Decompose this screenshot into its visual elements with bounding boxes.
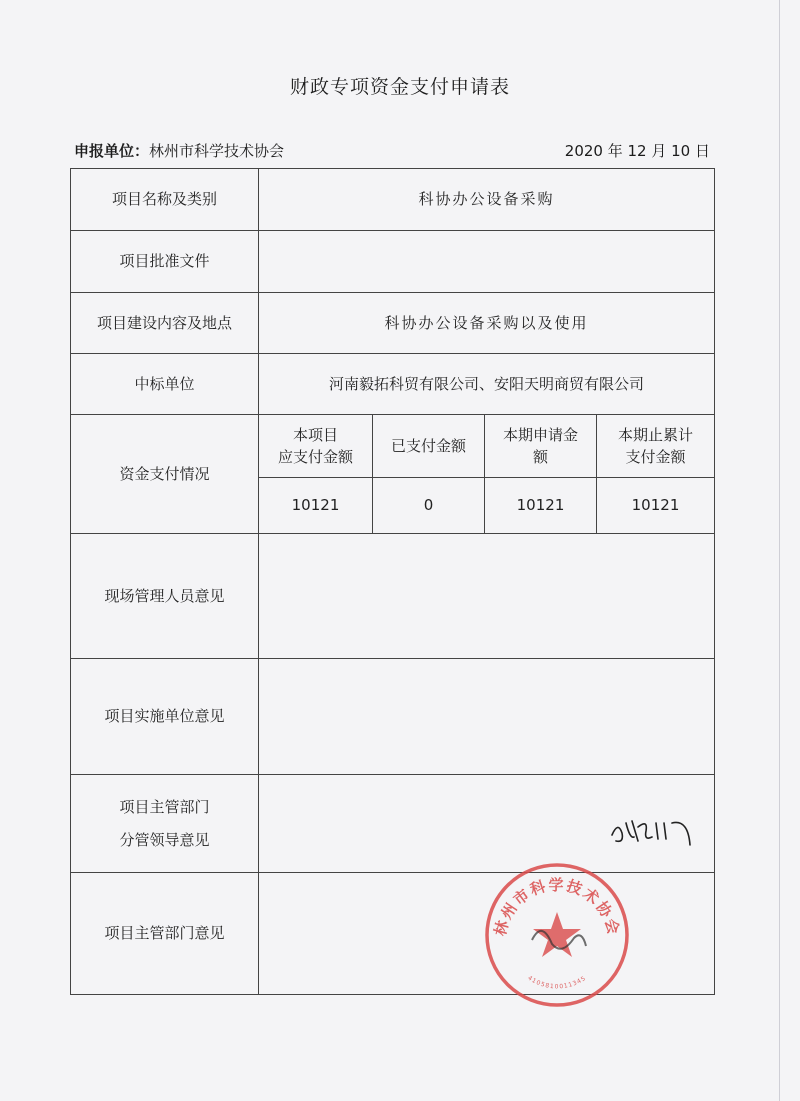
construction-label: 项目建设内容及地点 xyxy=(71,293,259,354)
winning-bidder-value: 河南毅拓科贸有限公司、安阳天明商贸有限公司 xyxy=(259,354,715,415)
project-name-value: 科协办公设备采购 xyxy=(259,169,715,231)
project-name-label: 项目名称及类别 xyxy=(71,169,259,231)
winning-bidder-label: 中标单位 xyxy=(71,354,259,415)
site-manager-opinion xyxy=(259,534,715,659)
impl-unit-opinion xyxy=(259,659,715,775)
payment-val-paid: 0 xyxy=(373,478,485,534)
row-winning-bidder xyxy=(71,354,715,415)
row-impl-unit xyxy=(71,659,715,775)
payment-label: 资金支付情况 xyxy=(71,415,259,534)
payment-val-cumulative: 10121 xyxy=(597,478,715,534)
payment-val-due: 10121 xyxy=(259,478,373,534)
row-approval-doc xyxy=(71,231,715,293)
payment-col-due: 本项目 应支付金额 xyxy=(259,415,373,478)
row-dept-leader xyxy=(71,775,715,873)
applicant-value: 林州市科学技术协会 xyxy=(149,142,285,160)
construction-value: 科协办公设备采购以及使用 xyxy=(259,293,715,354)
handwritten-signature xyxy=(608,815,694,849)
row-construction xyxy=(71,293,715,354)
approval-doc-label: 项目批准文件 xyxy=(71,231,259,293)
applicant-label: 申报单位： xyxy=(74,142,150,160)
dept-leader-label: 项目主管部门 分管领导意见 xyxy=(71,775,259,873)
dept-leader-opinion xyxy=(259,775,715,873)
payment-col-requested: 本期申请金 额 xyxy=(485,415,597,478)
row-site-manager xyxy=(71,534,715,659)
approval-doc-value xyxy=(259,231,715,293)
form-title: 财政专项资金支付申请表 xyxy=(289,76,510,98)
row-payment-header xyxy=(71,415,715,478)
payment-col-cumulative: 本期止累计 支付金额 xyxy=(597,415,715,478)
svg-text:4105810011345: 4105810011345 xyxy=(526,974,588,991)
payment-val-requested: 10121 xyxy=(485,478,597,534)
applicant-line xyxy=(74,140,284,161)
official-seal xyxy=(482,860,632,1010)
svg-text:林州市科学技术协会: 林州市科学技术协会 xyxy=(491,875,623,938)
site-manager-label: 现场管理人员意见 xyxy=(71,534,259,659)
scan-edge-line xyxy=(779,0,780,1101)
row-project-name xyxy=(71,169,715,231)
dept-opinion-label: 项目主管部门意见 xyxy=(71,873,259,995)
impl-unit-label: 项目实施单位意见 xyxy=(71,659,259,775)
payment-col-paid: 已支付金额 xyxy=(373,415,485,478)
form-date: 2020 年 12 月 10 日 xyxy=(564,142,710,160)
